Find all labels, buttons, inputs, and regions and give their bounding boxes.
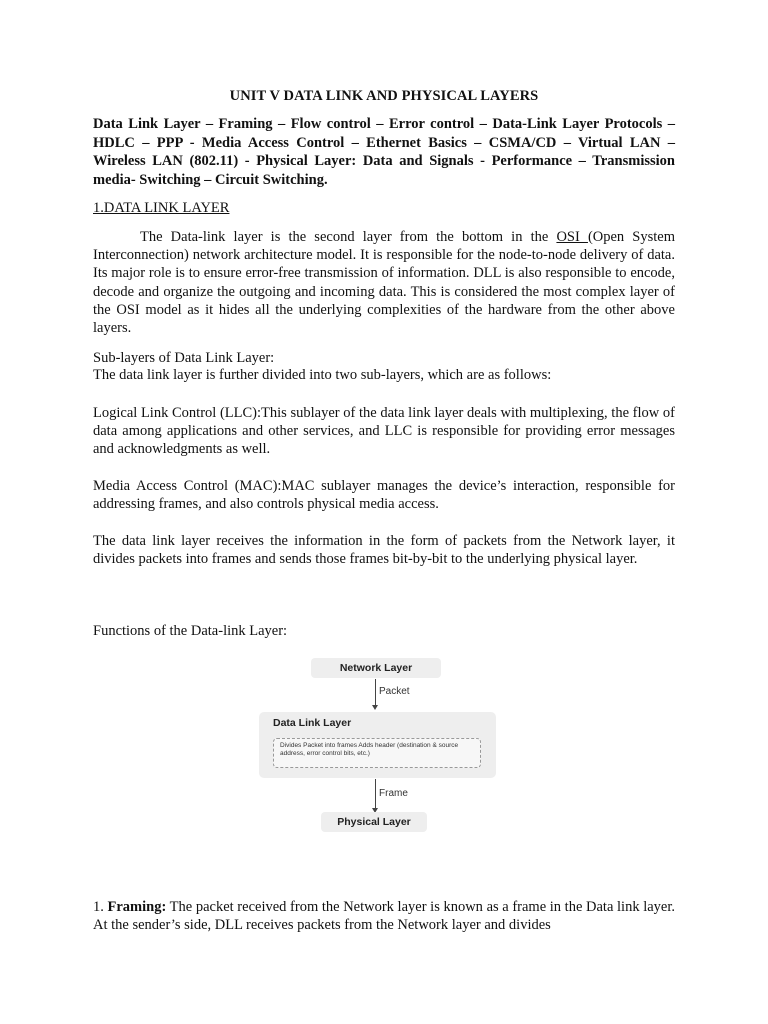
dll-box-description: Divides Packet into frames Adds header (destination & source address, error control bits, etc.) (273, 738, 481, 768)
framing-text: The packet received from the Network layer is known as a frame in the Data link layer. At the sender’s side, DLL receives packets from the Network layer and divides (93, 899, 676, 934)
intro-paragraph (93, 228, 675, 337)
syllabus-topics: Data Link Layer – Framing – Flow control – Error control – Data-Link Layer Protocols – HDLC – PPP - Media Access Control – Ethernet Basics – CSMA/CD – Virtual LAN – Wireless LAN (802.11) - Physical Layer: Data and Signals - Performance – Transmission media- Switching – Circuit Switching. (93, 116, 675, 188)
section-heading: 1.DATA LINK LAYER (93, 200, 230, 216)
intro-text-end: (Open System Interconnection) network architecture model. It is responsible for the node-to-node delivery of data. Its major role is to ensure error-free transmission of information. DLL is also responsible to encode, decode and organize the outgoing and incoming data. This is considered the most complex layer of the OSI model as it hides all the underlying complexities of the hardware from the other above layers. (93, 229, 676, 337)
functions-heading: Functions of the Data-link Layer: (93, 623, 288, 639)
frame-arrow-line (375, 779, 376, 809)
mac-paragraph: Media Access Control (MAC):MAC sublayer manages the device’s interaction, responsible for addressing frames, and also controls physical media access. (93, 478, 675, 513)
framing-paragraph (93, 898, 675, 934)
intro-text-start: The Data-link layer is the second layer from the bottom in the (140, 229, 557, 245)
sublayers-heading: Sub-layers of Data Link Layer: (93, 350, 275, 366)
network-layer-box: Network Layer (311, 658, 441, 678)
data-link-layer-box (259, 712, 496, 778)
physical-layer-box: Physical Layer (321, 812, 427, 832)
osi-link[interactable]: OSI (556, 229, 588, 245)
receives-paragraph: The data link layer receives the information in the form of packets from the Network layer, it divides packets into frames and sends those frames bit-by-bit to the underlying physical layer. (93, 533, 675, 568)
packet-arrow-line (375, 679, 376, 706)
dll-diagram (255, 655, 500, 837)
framing-number: 1. (93, 899, 108, 915)
sublayers-intro: The data link layer is further divided into two sub-layers, which are as follows: (93, 367, 552, 383)
packet-label: Packet (379, 686, 410, 697)
dll-box-title: Data Link Layer (273, 717, 352, 729)
packet-arrow-head (372, 705, 378, 710)
frame-label: Frame (379, 788, 408, 799)
framing-term: Framing: (107, 899, 167, 915)
unit-title: UNIT V DATA LINK AND PHYSICAL LAYERS (229, 88, 539, 104)
llc-paragraph: Logical Link Control (LLC):This sublayer of the data link layer deals with multiplexing, the flow of data among applications and other services, and LLC is responsible for providing error messages and acknowledgments as well. (93, 405, 675, 458)
